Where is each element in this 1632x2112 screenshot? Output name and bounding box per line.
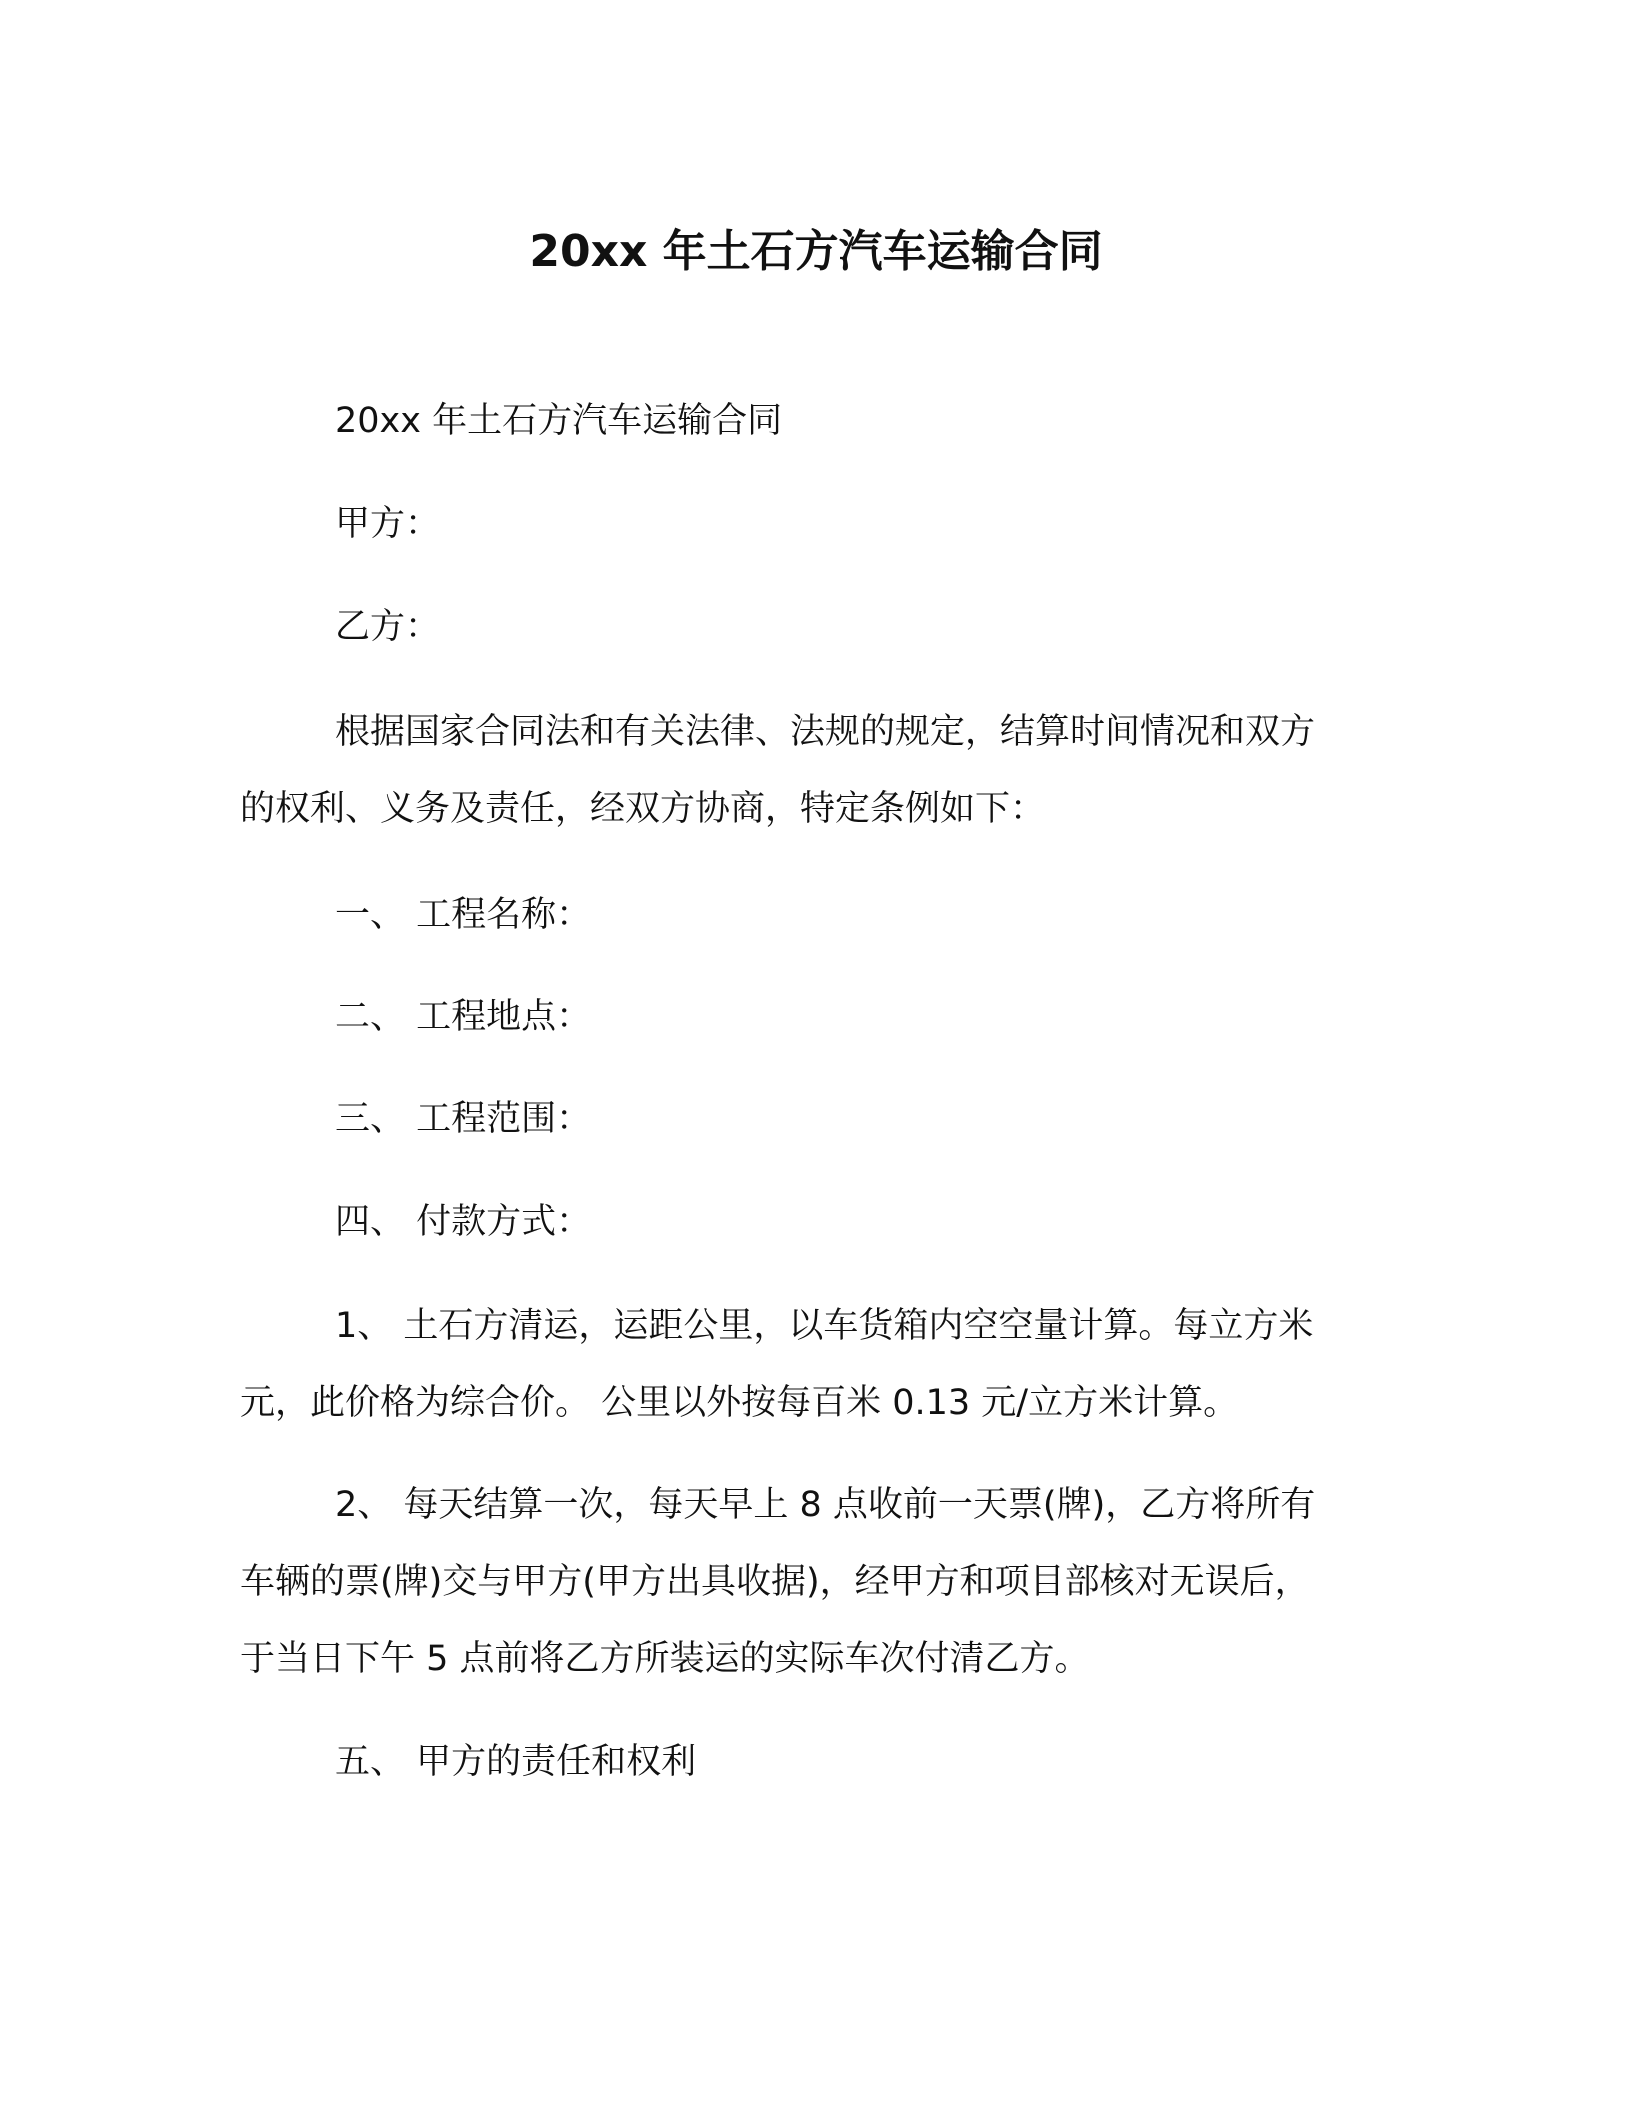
- intro-paragraph: [240, 694, 1380, 848]
- intro-line-1: 根据国家合同法和有关法律、法规的规定，结算时间情况和双方: [335, 712, 1316, 752]
- section-project-name: 一、 工程名称：: [335, 895, 592, 935]
- clause-1-paragraph: [240, 1288, 1380, 1442]
- section-project-scope: 三、 工程范围：: [335, 1099, 592, 1139]
- document-subtitle: 20xx 年土石方汽车运输合同: [335, 401, 783, 441]
- section-project-location: 二、 工程地点：: [335, 997, 592, 1037]
- section-party-a-responsibilities: 五、 甲方的责任和权利: [335, 1742, 697, 1782]
- intro-line-2: 的权利、义务及责任，经双方协商，特定条例如下：: [240, 789, 1046, 829]
- clause-2-line-3: 于当日下午 5 点前将乙方所装运的实际车次付清乙方。: [240, 1639, 1090, 1679]
- party-a-label: 甲方：: [335, 504, 441, 544]
- clause-2-paragraph: [240, 1467, 1380, 1698]
- section-payment-method: 四、 付款方式：: [335, 1202, 592, 1242]
- clause-1-line-1: 1、 土石方清运，运距公里，以车货箱内空空量计算。每立方米: [335, 1306, 1314, 1346]
- party-b-label: 乙方：: [335, 607, 441, 647]
- clause-2-line-2: 车辆的票(牌)交与甲方(甲方出具收据)，经甲方和项目部核对无误后，: [240, 1562, 1310, 1602]
- document-title: 20xx 年土石方汽车运输合同: [529, 226, 1103, 277]
- clause-1-line-2: 元，此价格为综合价。 公里以外按每百米 0.13 元/立方米计算。: [240, 1383, 1239, 1423]
- clause-2-line-1: 2、 每天结算一次，每天早上 8 点收前一天票(牌)，乙方将所有: [335, 1485, 1316, 1525]
